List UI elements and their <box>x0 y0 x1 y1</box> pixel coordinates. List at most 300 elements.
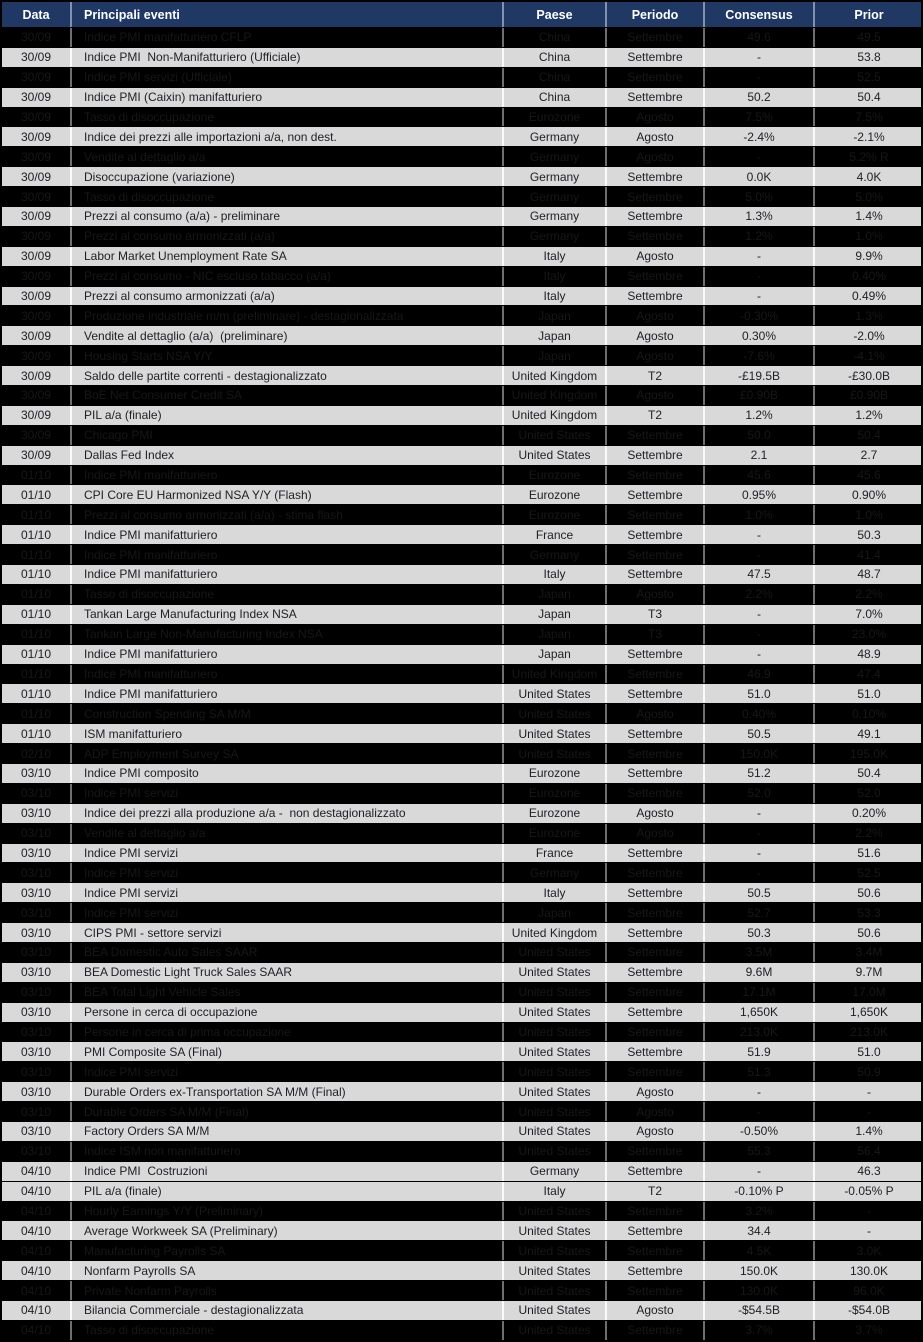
cell-prior: -£30.0B <box>847 368 891 383</box>
cell-period: Settembre <box>607 1042 705 1061</box>
table-row <box>2 544 921 564</box>
cell-country: United States <box>504 446 607 465</box>
cell-date: 30/09 <box>2 187 72 206</box>
cell-consensus: - <box>705 287 815 306</box>
cell-prior: 45.6 <box>857 468 881 483</box>
table-row <box>2 465 921 485</box>
cell-period: Settembre <box>607 485 705 504</box>
cell-event: Bilancia Commerciale - destagionalizzata <box>72 1301 504 1320</box>
cell-date: 01/10 <box>2 485 72 504</box>
cell-consensus: - <box>705 605 815 624</box>
cell-period: Settembre <box>607 446 705 465</box>
cell-country: Germany <box>504 863 607 882</box>
table-row <box>2 325 921 345</box>
cell-country: United Kingdom <box>504 366 607 385</box>
cell-event: Indice PMI manifatturiero CFLP <box>72 28 504 47</box>
cell-event: Tankan Large Non-Manufacturing Index NSA <box>72 625 504 644</box>
cell-prior: -2.1% <box>853 129 885 144</box>
table-row <box>2 345 921 365</box>
table-row <box>2 186 921 206</box>
cell-period: Settembre <box>607 187 705 206</box>
cell-event: Nonfarm Payrolls SA <box>72 1261 504 1280</box>
cell-prior: £0.90B <box>849 388 889 403</box>
cell-prior: 0.40% <box>851 269 887 284</box>
cell-date: 30/09 <box>2 48 72 67</box>
table-header-row <box>2 2 921 27</box>
cell-event: CPI Core EU Harmonized NSA Y/Y (Flash) <box>72 485 504 504</box>
table-row <box>2 1002 921 1022</box>
cell-country: Italy <box>504 287 607 306</box>
cell-prior: 9.9% <box>855 249 883 264</box>
cell-period: Agosto <box>607 247 705 266</box>
cell-consensus: 1.2% <box>705 406 815 425</box>
cell-period: Settembre <box>607 525 705 544</box>
cell-event: PIL a/a (finale) <box>72 406 504 425</box>
cell-period: Settembre <box>607 167 705 186</box>
table-row <box>2 664 921 684</box>
cell-period: Agosto <box>607 306 705 325</box>
cell-period: Agosto <box>607 1301 705 1320</box>
cell-date: 03/10 <box>2 963 72 982</box>
table-row <box>2 1300 921 1320</box>
cell-country: Italy <box>504 1182 607 1201</box>
cell-event: Housing Starts NSA Y/Y <box>72 346 504 365</box>
cell-period: Agosto <box>607 326 705 345</box>
cell-event: Durable Orders ex-Transportation SA M/M (Final) <box>72 1082 504 1101</box>
column-header-prior: Prior <box>854 7 884 22</box>
cell-date: 30/09 <box>2 386 72 405</box>
table-row <box>2 703 921 723</box>
cell-country: United States <box>504 943 607 962</box>
cell-period: Settembre <box>607 565 705 584</box>
cell-consensus: 9.6M <box>705 963 815 982</box>
cell-country: Italy <box>504 247 607 266</box>
cell-prior: 49.5 <box>857 30 881 45</box>
cell-period: Settembre <box>607 88 705 107</box>
cell-consensus: 0.30% <box>705 326 815 345</box>
cell-consensus: 52.0 <box>705 784 815 803</box>
cell-period: Settembre <box>607 764 705 783</box>
table-row <box>2 843 921 863</box>
cell-prior: 50.6 <box>857 885 881 900</box>
cell-consensus: -0.10% P <box>705 1182 815 1201</box>
cell-date: 30/09 <box>2 346 72 365</box>
table-row <box>2 504 921 524</box>
cell-date: 30/09 <box>2 366 72 385</box>
cell-event: Saldo delle partite correnti - destagionalizzato <box>72 366 504 385</box>
cell-consensus: 0.40% <box>705 704 815 723</box>
cell-period: Settembre <box>607 665 705 684</box>
cell-event: Private Nonfarm Payrolls <box>72 1281 504 1300</box>
cell-date: 03/10 <box>2 1142 72 1161</box>
cell-prior: 50.4 <box>857 766 881 781</box>
cell-prior: 50.9 <box>857 1064 881 1079</box>
cell-prior: 7.0% <box>855 607 883 622</box>
cell-period: Settembre <box>607 784 705 803</box>
table-row <box>2 803 921 823</box>
cell-date: 30/09 <box>2 247 72 266</box>
cell-event: Hourly Earnings Y/Y (Preliminary) <box>72 1202 504 1221</box>
cell-country: United Kingdom <box>504 406 607 425</box>
cell-event: Tasso di disoccupazione <box>72 187 504 206</box>
cell-country: Eurozone <box>504 784 607 803</box>
cell-prior: 213.0K <box>849 1024 889 1039</box>
cell-date: 03/10 <box>2 764 72 783</box>
column-header-data: Data <box>2 2 72 27</box>
cell-country: France <box>504 525 607 544</box>
cell-date: 03/10 <box>2 1003 72 1022</box>
table-row <box>2 385 921 405</box>
cell-event: Produzione industriale m/m (preliminare) - destagionalizzata <box>72 306 504 325</box>
cell-prior: -4.1% <box>853 348 885 363</box>
cell-country: Germany <box>504 1162 607 1181</box>
cell-date: 03/10 <box>2 943 72 962</box>
cell-event: Indice PMI manifatturiero <box>72 684 504 703</box>
cell-event: Vendite al dettaglio (a/a) (preliminare) <box>72 326 504 345</box>
cell-period: Settembre <box>607 1241 705 1260</box>
cell-period: Settembre <box>607 1221 705 1240</box>
cell-period: Settembre <box>607 923 705 942</box>
table-row <box>2 126 921 146</box>
cell-period: Settembre <box>607 227 705 246</box>
cell-period: Agosto <box>607 585 705 604</box>
cell-consensus: - <box>705 247 815 266</box>
cell-country: China <box>504 88 607 107</box>
cell-event: Indice PMI manifatturiero <box>72 645 504 664</box>
cell-consensus: 130.0K <box>705 1281 815 1300</box>
cell-event: Indice PMI manifatturiero <box>72 665 504 684</box>
table-row <box>2 524 921 544</box>
cell-country: United States <box>504 983 607 1002</box>
cell-prior: 1.3% <box>855 308 883 323</box>
cell-period: Settembre <box>607 903 705 922</box>
cell-country: Germany <box>504 227 607 246</box>
cell-prior: 23.0% <box>851 627 887 642</box>
cell-event: Prezzi al consumo - NIC escluso tabacco (a/a) <box>72 267 504 286</box>
cell-date: 04/10 <box>2 1321 72 1340</box>
cell-date: 30/09 <box>2 68 72 87</box>
cell-event: Indice PMI servizi <box>72 784 504 803</box>
cell-event: Indice PMI (Caixin) manifatturiero <box>72 88 504 107</box>
cell-date: 03/10 <box>2 1082 72 1101</box>
cell-consensus: 3.2% <box>705 1202 815 1221</box>
cell-prior: 3.4M <box>855 945 883 960</box>
cell-prior: 5.2% R <box>849 149 889 164</box>
cell-consensus: 5.0% <box>705 187 815 206</box>
cell-consensus: -7.6% <box>705 346 815 365</box>
cell-period: Settembre <box>607 1321 705 1340</box>
cell-period: Settembre <box>607 1023 705 1042</box>
cell-consensus: 1,650K <box>705 1003 815 1022</box>
cell-country: United States <box>504 724 607 743</box>
table-row <box>2 763 921 783</box>
cell-event: Tasso di disoccupazione <box>72 108 504 127</box>
table-row <box>2 1220 921 1240</box>
cell-period: Settembre <box>607 724 705 743</box>
cell-date: 01/10 <box>2 585 72 604</box>
cell-event: Indice PMI manifatturiero <box>72 525 504 544</box>
cell-country: Germany <box>504 545 607 564</box>
cell-country: United States <box>504 1321 607 1340</box>
cell-prior: 48.7 <box>857 567 881 582</box>
table-row <box>2 166 921 186</box>
cell-event: Indice PMI manifatturiero <box>72 565 504 584</box>
table-row <box>2 206 921 226</box>
cell-consensus: - <box>705 545 815 564</box>
table-row <box>2 1181 921 1201</box>
cell-country: Eurozone <box>504 804 607 823</box>
cell-prior: 1,650K <box>849 1005 889 1020</box>
cell-date: 03/10 <box>2 844 72 863</box>
cell-prior: -$54.0B <box>847 1303 891 1318</box>
cell-country: Japan <box>504 585 607 604</box>
cell-period: Settembre <box>607 48 705 67</box>
cell-consensus: - <box>705 645 815 664</box>
cell-country: Japan <box>504 645 607 664</box>
cell-date: 30/09 <box>2 28 72 47</box>
column-header-periodo: Periodo <box>607 2 705 27</box>
cell-consensus: -0.30% <box>705 306 815 325</box>
cell-prior: - <box>867 1223 871 1238</box>
cell-country: United States <box>504 1142 607 1161</box>
cell-consensus: 1.2% <box>705 227 815 246</box>
cell-prior: 41.4 <box>857 547 881 562</box>
cell-event: Indice PMI servizi <box>72 903 504 922</box>
cell-event: Indice dei prezzi alla produzione a/a - non destagionalizzato <box>72 804 504 823</box>
table-row <box>2 27 921 47</box>
cell-event: Prezzi al consumo armonizzati (a/a) <box>72 227 504 246</box>
cell-consensus: 52.7 <box>705 903 815 922</box>
cell-consensus: 50.2 <box>705 88 815 107</box>
cell-date: 01/10 <box>2 684 72 703</box>
cell-date: 03/10 <box>2 824 72 843</box>
cell-event: PMI Composite SA (Final) <box>72 1042 504 1061</box>
cell-country: China <box>504 68 607 87</box>
cell-prior: 50.3 <box>857 527 881 542</box>
cell-prior: -0.05% P <box>844 1184 894 1199</box>
cell-country: Eurozone <box>504 485 607 504</box>
cell-date: 03/10 <box>2 1122 72 1141</box>
cell-country: Japan <box>504 326 607 345</box>
cell-consensus: 50.3 <box>705 923 815 942</box>
cell-consensus: 1.0% <box>705 505 815 524</box>
cell-period: Settembre <box>607 1281 705 1300</box>
cell-date: 01/10 <box>2 625 72 644</box>
cell-prior: 2.2% <box>855 826 883 841</box>
table-row <box>2 1240 921 1260</box>
cell-consensus: 0.95% <box>705 485 815 504</box>
table-row <box>2 1141 921 1161</box>
cell-consensus: - <box>705 863 815 882</box>
cell-prior: 0.20% <box>851 806 887 821</box>
cell-consensus: 46.9 <box>705 665 815 684</box>
cell-country: Eurozone <box>504 824 607 843</box>
cell-event: Indice PMI servizi (Ufficiale) <box>72 68 504 87</box>
table-row <box>2 286 921 306</box>
cell-date: 04/10 <box>2 1221 72 1240</box>
cell-consensus: 47.5 <box>705 565 815 584</box>
cell-country: Italy <box>504 565 607 584</box>
cell-date: 30/09 <box>2 147 72 166</box>
cell-date: 01/10 <box>2 724 72 743</box>
table-row <box>2 1121 921 1141</box>
cell-date: 03/10 <box>2 883 72 902</box>
cell-event: Indice PMI Costruzioni <box>72 1162 504 1181</box>
cell-event: Vendite al dettaglio a/a <box>72 824 504 843</box>
cell-period: Agosto <box>607 127 705 146</box>
cell-date: 03/10 <box>2 863 72 882</box>
table-row <box>2 405 921 425</box>
cell-prior: 7.5% <box>855 110 883 124</box>
cell-event: Tasso di disoccupazione <box>72 585 504 604</box>
cell-consensus: -2.4% <box>705 127 815 146</box>
cell-consensus: 51.0 <box>705 684 815 703</box>
cell-date: 01/10 <box>2 565 72 584</box>
cell-period: Settembre <box>607 645 705 664</box>
cell-country: Eurozone <box>504 505 607 524</box>
cell-prior: 0.90% <box>851 487 887 502</box>
cell-consensus: 2.2% <box>705 585 815 604</box>
cell-event: Indice PMI servizi <box>72 883 504 902</box>
table-row <box>2 246 921 266</box>
cell-period: Settembre <box>607 744 705 763</box>
cell-period: Settembre <box>607 426 705 445</box>
cell-event: Indice PMI composito <box>72 764 504 783</box>
cell-period: Settembre <box>607 863 705 882</box>
cell-event: Persone in cerca di prima occupazione <box>72 1023 504 1042</box>
table-row <box>2 624 921 644</box>
cell-event: CIPS PMI - settore servizi <box>72 923 504 942</box>
column-header-consensus: Consensus <box>705 2 815 27</box>
cell-event: Indice dei prezzi alle importazioni a/a, non dest. <box>72 127 504 146</box>
table-row <box>2 67 921 87</box>
cell-consensus: - <box>705 824 815 843</box>
cell-country: United States <box>504 1301 607 1320</box>
table-row <box>2 982 921 1002</box>
cell-event: Prezzi al consumo armonizzati (a/a) <box>72 287 504 306</box>
cell-period: T3 <box>607 605 705 624</box>
cell-prior: 17.0M <box>852 985 886 1000</box>
cell-date: 04/10 <box>2 1162 72 1181</box>
cell-prior: 50.6 <box>857 925 881 940</box>
cell-country: United States <box>504 1281 607 1300</box>
cell-consensus: 4.5K <box>705 1241 815 1260</box>
cell-date: 03/10 <box>2 983 72 1002</box>
cell-event: Average Workweek SA (Preliminary) <box>72 1221 504 1240</box>
cell-prior: 52.0 <box>857 786 881 801</box>
cell-period: Agosto <box>607 1102 705 1121</box>
cell-consensus: 3.7% <box>705 1321 815 1340</box>
cell-event: Tankan Large Manufacturing Index NSA <box>72 605 504 624</box>
cell-period: Settembre <box>607 1202 705 1221</box>
cell-country: United States <box>504 744 607 763</box>
table-row <box>2 146 921 166</box>
cell-event: Manufacturing Payrolls SA <box>72 1241 504 1260</box>
table-row <box>2 1041 921 1061</box>
table-row <box>2 604 921 624</box>
cell-consensus: - <box>705 48 815 67</box>
cell-date: 04/10 <box>2 1261 72 1280</box>
cell-date: 01/10 <box>2 704 72 723</box>
cell-event: Factory Orders SA M/M <box>72 1122 504 1141</box>
table-row <box>2 226 921 246</box>
cell-date: 04/10 <box>2 1301 72 1320</box>
cell-event: Chicago PMI <box>72 426 504 445</box>
cell-period: Settembre <box>607 1062 705 1081</box>
cell-prior: 53.3 <box>857 905 881 920</box>
table-row <box>2 962 921 982</box>
cell-consensus: 0.0K <box>705 167 815 186</box>
cell-period: T2 <box>607 406 705 425</box>
table-row <box>2 47 921 67</box>
table-row <box>2 1280 921 1300</box>
cell-date: 30/09 <box>2 446 72 465</box>
table-row <box>2 584 921 604</box>
cell-country: Germany <box>504 167 607 186</box>
cell-period: Settembre <box>607 684 705 703</box>
column-header-paese: Paese <box>504 2 607 27</box>
cell-prior: 51.6 <box>857 845 881 860</box>
cell-consensus: - <box>705 147 815 166</box>
cell-prior: 1.0% <box>855 229 883 244</box>
cell-period: Agosto <box>607 704 705 723</box>
cell-country: United States <box>504 1023 607 1042</box>
cell-country: United States <box>504 1062 607 1081</box>
cell-period: Settembre <box>607 883 705 902</box>
cell-event: BEA Domestic Light Truck Sales SAAR <box>72 963 504 982</box>
cell-date: 30/09 <box>2 167 72 186</box>
table-row <box>2 862 921 882</box>
cell-country: United States <box>504 1202 607 1221</box>
cell-period: Agosto <box>607 824 705 843</box>
cell-country: United Kingdom <box>504 386 607 405</box>
cell-period: Agosto <box>607 147 705 166</box>
table-row <box>2 1260 921 1280</box>
table-row <box>2 902 921 922</box>
cell-date: 03/10 <box>2 1023 72 1042</box>
cell-period: Settembre <box>607 28 705 47</box>
cell-prior: 51.0 <box>857 1044 881 1059</box>
table-row <box>2 783 921 803</box>
cell-event: Indice PMI servizi <box>72 844 504 863</box>
cell-prior: 52.5 <box>857 865 881 880</box>
cell-date: 01/10 <box>2 665 72 684</box>
cell-consensus: 50.5 <box>705 883 815 902</box>
cell-event: Indice PMI Non-Manifatturiero (Ufficiale) <box>72 48 504 67</box>
cell-period: Settembre <box>607 505 705 524</box>
cell-country: United States <box>504 704 607 723</box>
cell-country: Germany <box>504 207 607 226</box>
cell-date: 03/10 <box>2 1102 72 1121</box>
cell-country: Germany <box>504 187 607 206</box>
cell-date: 30/09 <box>2 326 72 345</box>
cell-consensus: 51.3 <box>705 1062 815 1081</box>
cell-prior: - <box>867 1203 871 1218</box>
cell-country: Japan <box>504 346 607 365</box>
cell-consensus: - <box>705 525 815 544</box>
cell-event: Disoccupazione (variazione) <box>72 167 504 186</box>
cell-event: Dallas Fed Index <box>72 446 504 465</box>
cell-event: Indice PMI manifatturiero <box>72 545 504 564</box>
table-row <box>2 1101 921 1121</box>
cell-prior: 1.4% <box>855 1124 883 1139</box>
cell-country: Italy <box>504 267 607 286</box>
cell-country: Italy <box>504 883 607 902</box>
cell-date: 04/10 <box>2 1202 72 1221</box>
cell-consensus: 3.5M <box>705 943 815 962</box>
cell-period: T3 <box>607 625 705 644</box>
cell-period: Settembre <box>607 267 705 286</box>
